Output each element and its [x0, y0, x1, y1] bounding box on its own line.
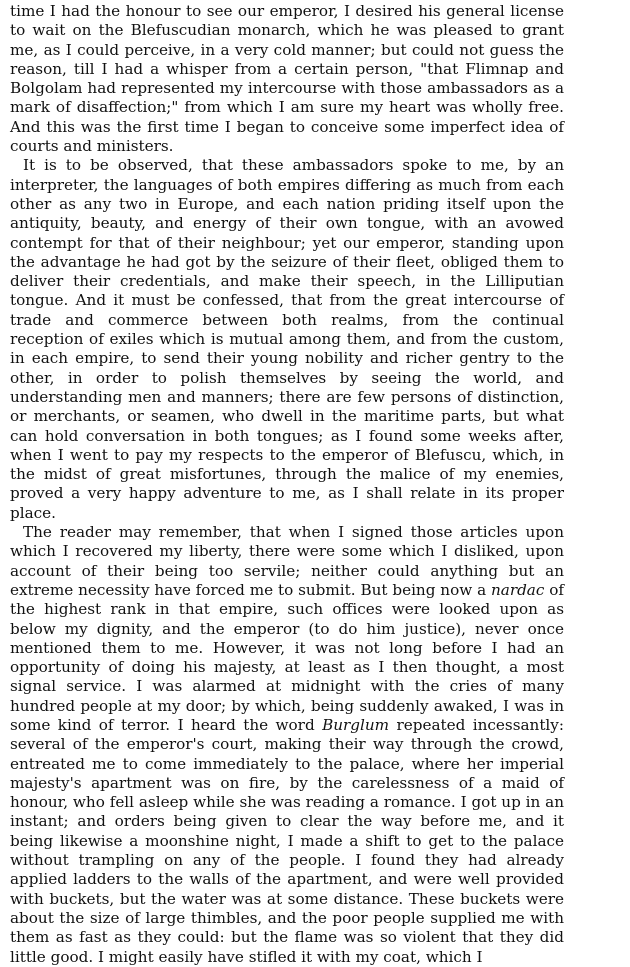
paragraph-3-text-b: of the highest rank in that empire, such offices were looked upon as below my dignity, and the emperor (to do him justice), never once mentioned them to me. However, it was not long before I had an opportunity of doing his majesty, at least as I then thought, a most signal service. I was alarmed at midnight with the cries of many hundred people at my door; by which, being suddenly awaked, I was in some kind of terror. I heard the word — [10, 580, 564, 734]
paragraph-3 — [10, 523, 564, 967]
paragraph-1 — [10, 2, 564, 156]
paragraph-3-text-c: repeated incessantly: several of the emperor's court, making their way through the crowd, entreated me to come immediately to the palace, where her imperial majesty's apartment was on fire, by the carelessness of a maid of honour, who fell asleep while she was reading a romance. I got up in an instant; and orders being given to clear the way before me, and it being likewise a moonshine night, I made a shift to get to the palace without trampling on any of the people. I found they had already applied ladders to the walls of the apartment, and were well provided with buckets, but the water was at some distance. These buckets were about the size of large thimbles, and the poor people supplied me with them as fast as they could: but the flame was so violent that they did little good. I might easily have stifled it with my coat, which I — [10, 715, 564, 966]
italic-burglum: Burglum — [322, 715, 390, 734]
paragraph-2-text: It is to be observed, that these ambassadors spoke to me, by an interpreter, the languages of both empires differing as much from each other as any two in Europe, and each nation priding itself upon the antiquity, beauty, and energy of their own tongue, with an avowed contempt for that of their neighbour; yet our emperor, standing upon the advantage he had got by the seizure of their fleet, obliged them to deliver their credentials, and make their speech, in the Lilliputian tongue. And it must be confessed, that from the great intercourse of trade and commerce between both realms, from the continual reception of exiles which is mutual among them, and from the custom, in each empire, to send their young nobility and richer gentry to the other, in order to polish themselves by seeing the world, and understanding men and manners; there are few persons of distinction, or merchants, or seamen, who dwell in the maritime parts, but what can hold conversation in both tongues; as I found some weeks after, when I went to pay my respects to the emperor of Blefuscu, which, in the midst of great misfortunes, through the malice of my enemies, proved a very happy adventure to me, as I shall relate in its proper place. — [10, 156, 564, 522]
paragraph-1-text: time I had the honour to see our emperor, I desired his general license to wait on the Blefuscudian monarch, which he was pleased to grant me, as I could perceive, in a very cold manner; but could not guess the reason, till I had a whisper from a certain person, "that Flimnap and Bolgolam had represented my intercourse with those ambassadors as a mark of disaffection;" from which I am sure my heart was wholly free. And this was the first time I began to conceive some imperfect idea of courts and ministers. — [10, 2, 564, 156]
paragraph-2 — [10, 156, 564, 523]
paragraph-3-text-a: The reader may remember, that when I signed those articles upon which I recovered my liberty, there were some which I disliked, upon account of their being too servile; neither could anything but an extreme necessity have forced me to submit. But being now a — [10, 523, 564, 599]
document-page — [10, 2, 564, 967]
italic-nardac: nardac — [490, 580, 545, 599]
